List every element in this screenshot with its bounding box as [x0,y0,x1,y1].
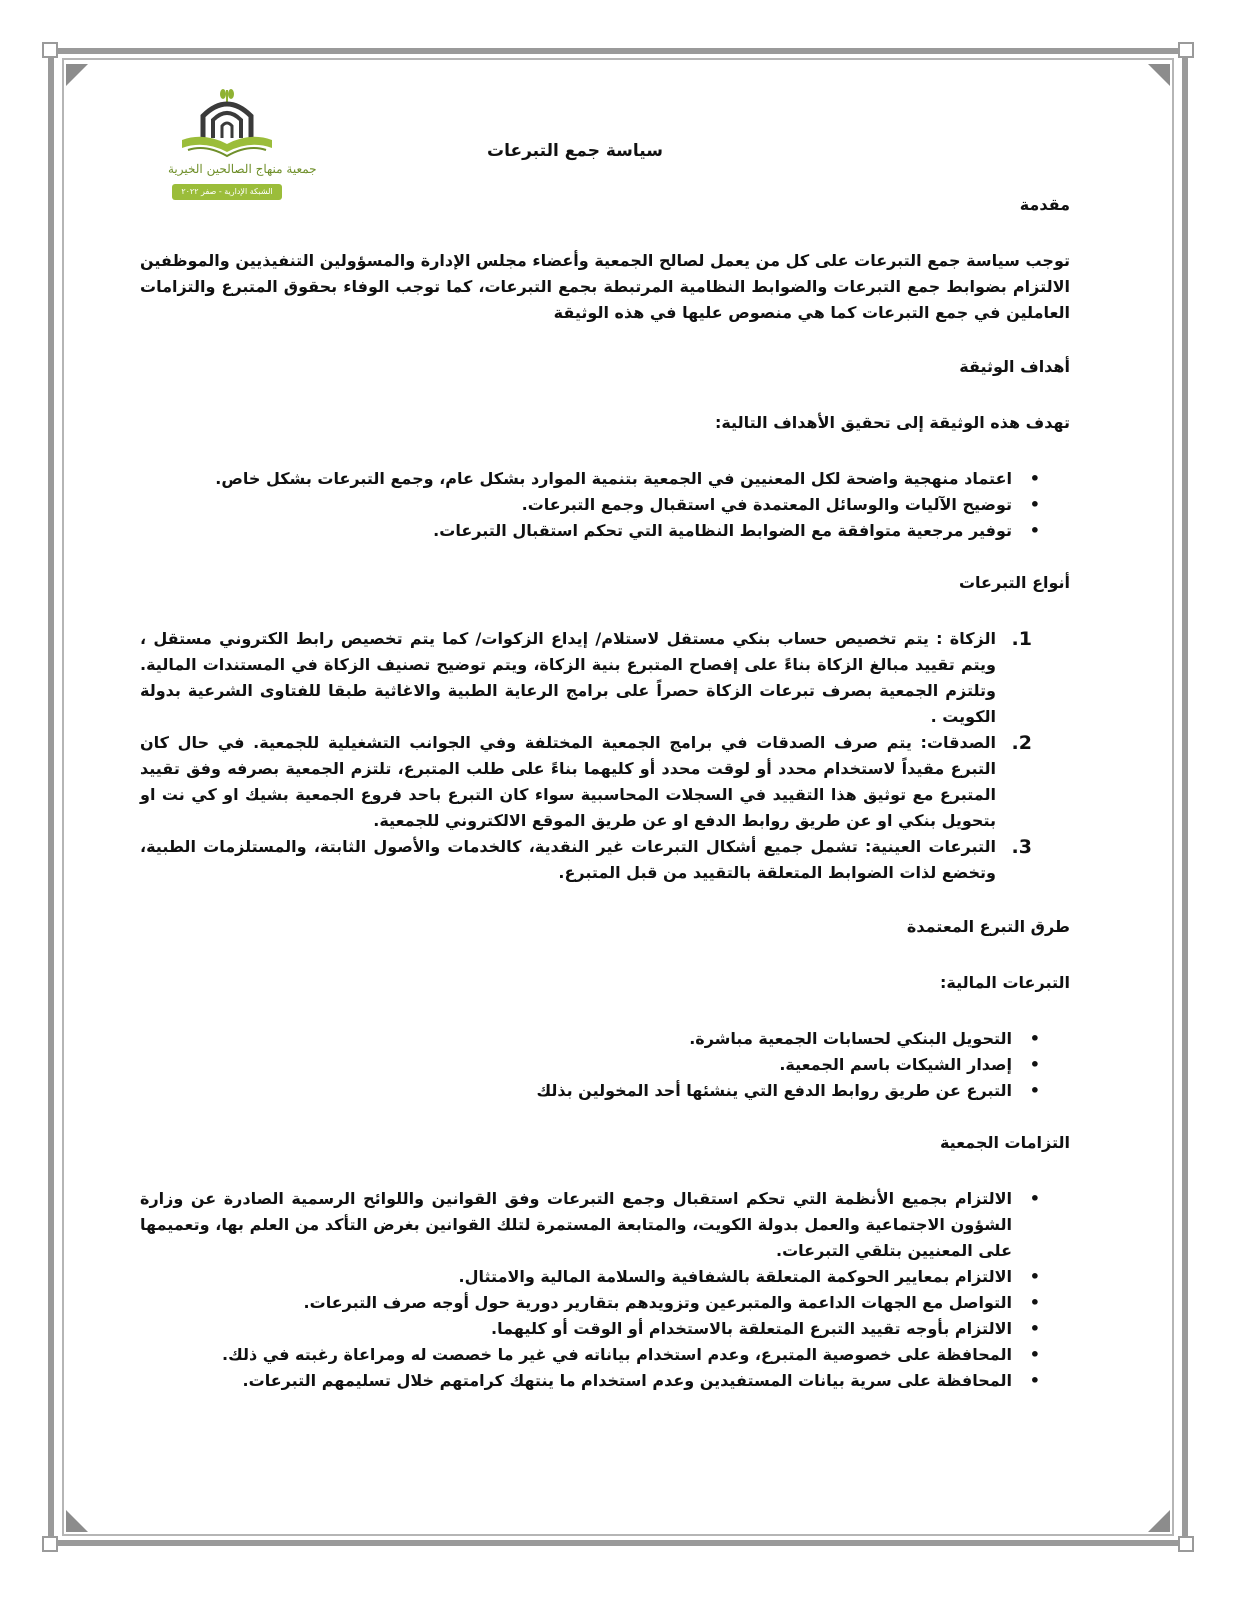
methods-list [140,1026,1070,1104]
section-heading-types: أنواع التبرعات [958,573,1070,592]
frame-corner-ornament [1148,1510,1170,1532]
frame-corner-square [42,42,58,58]
list-item: • الالتزام بمعايير الحوكمة المتعلقة بالشفافية والسلامة المالية والامتثال. [140,1264,1040,1290]
list-item [140,730,1032,834]
list-item: • التبرع عن طريق روابط الدفع التي ينشئها أحد المخولين بذلك [140,1078,1040,1104]
commitments-list [140,1186,1070,1394]
list-item-text: التبرعات العينية: تشمل جميع أشكال التبرعات غير النقدية، كالخدمات والأصول الثابتة، والمستلزمات الطبية، وتخضع لذات الضوابط المتعلقة بالتقييد من قبل المتبرع. [140,837,996,882]
list-item: • التواصل مع الجهات الداعمة والمتبرعين وتزويدهم بتقارير دورية حول أوجه صرف التبرعات. [140,1290,1040,1316]
list-item: • الالتزام بأوجه تقييد التبرع المتعلقة بالاستخدام أو الوقت أو كليهما. [140,1316,1040,1342]
document-title: سياسة جمع التبرعات [487,141,663,161]
donation-types-list [140,626,1070,886]
frame-border-right [1182,48,1188,1546]
frame-corner-square [42,1536,58,1552]
frame-border-top [48,48,1188,54]
list-item: • المحافظة على سرية بيانات المستفيدين وعدم استخدام ما ينتهك كرامتهم خلال تسليمهم التبرعات. [140,1368,1040,1394]
objectives-list [140,466,1070,544]
list-item: • توفير مرجعية متوافقة مع الضوابط النظامية التي تحكم استقبال التبرعات. [140,518,1040,544]
frame-border-left [48,48,54,1546]
list-item: • إصدار الشيكات باسم الجمعية. [140,1052,1040,1078]
logo-subtitle: الشبكة الإدارية - صفر ٢٠٢٢ [172,184,282,200]
frame-inner-bottom [62,1534,1174,1536]
frame-inner-top [62,58,1174,60]
section-heading-commitments: التزامات الجمعية [939,1133,1070,1152]
list-item-text: الزكاة : يتم تخصيص حساب بنكي مستقل لاستلام/ إيداع الزكوات/ كما يتم تخصيص رابط الكتروني مستقل ، ويتم تقييد مبالغ الزكاة بناءً على إفصاح المتبرع بنية الزكاة، ويتم توضيح تصنيف الزكاة في المستندات المالية. وتلتزم الجمعية بصرف تبرعات الزكاة حصراً على برامج الرعاية الطبية والاغاثية طبقا للفتاوى الشرعية بدولة الكويت . [140,629,996,726]
frame-inner-left [62,58,64,1536]
list-item: • التحويل البنكي لحسابات الجمعية مباشرة. [140,1026,1040,1052]
objectives-lead: تهدف هذه الوثيقة إلى تحقيق الأهداف التالية: [714,413,1070,432]
section-heading-objectives: أهداف الوثيقة [959,357,1070,376]
list-item [140,834,1032,886]
frame-corner-square [1178,42,1194,58]
list-number: 1. [1011,628,1032,650]
section-heading-intro: مقدمة [1019,195,1070,214]
frame-border-bottom [48,1540,1188,1546]
intro-paragraph: توجب سياسة جمع التبرعات على كل من يعمل لصالح الجمعية وأعضاء مجلس الإدارة والمسؤولين التنفيذيين والموظفين الالتزام بضوابط جمع التبرعات والضوابط النظامية المرتبطة بجمع التبرعات، كما توجب الوفاء بحقوق المتبرع والتزامات العاملين في جمع التبرعات كما هي منصوص عليها في هذه الوثيقة [140,251,1070,322]
frame-corner-ornament [1148,64,1170,86]
list-item-text: الصدقات: يتم صرف الصدقات في برامج الجمعية المختلفة وفي الجوانب التشغيلية للجمعية. في حال كان التبرع مقيداً لاستخدام محدد أو لوقت محدد أو كليهما بناءً على طلب المتبرع، تلتزم الجمعية بصرفه وفق تقييد المتبرع مع توثيق هذا التقييد في السجلات المحاسبية سواء كان التبرع باحد فروع الجمعية بشيك او كي نت او بتحويل بنكي او عن طريق روابط الدفع او عن طريق الموقع الالكتروني للجمعية. [140,733,996,830]
frame-corner-ornament [66,64,88,86]
document-body [140,138,1070,1420]
list-number: 2. [1011,732,1032,754]
frame-corner-ornament [66,1510,88,1532]
methods-subheading: التبرعات المالية: [940,973,1070,992]
section-heading-methods: طرق التبرع المعتمدة [906,917,1070,936]
list-item: • الالتزام بجميع الأنظمة التي تحكم استقبال وجمع التبرعات وفق القوانين واللوائح الرسمية الصادرة عن وزارة الشؤون الاجتماعية والعمل بدولة الكويت، والمتابعة المستمرة لتلك القوانين بغرض التأكد من العلم بها، وتعميمها على المعنيين بتلقي التبرعات. [140,1186,1040,1264]
list-item: • توضيح الآليات والوسائل المعتمدة في استقبال وجمع التبرعات. [140,492,1040,518]
list-item [140,626,1032,730]
list-number: 3. [1011,836,1032,858]
frame-inner-right [1172,58,1174,1536]
logo-brand-text: جمعية منهاج الصالحين الخيرية [168,162,317,176]
list-item: • المحافظة على خصوصية المتبرع، وعدم استخدام بياناته في غير ما خصصت له ومراعاة رغبته في ذلك. [140,1342,1040,1368]
list-item: • اعتماد منهجية واضحة لكل المعنيين في الجمعية بتنمية الموارد بشكل عام، وجمع التبرعات بشكل خاص. [140,466,1040,492]
frame-corner-square [1178,1536,1194,1552]
